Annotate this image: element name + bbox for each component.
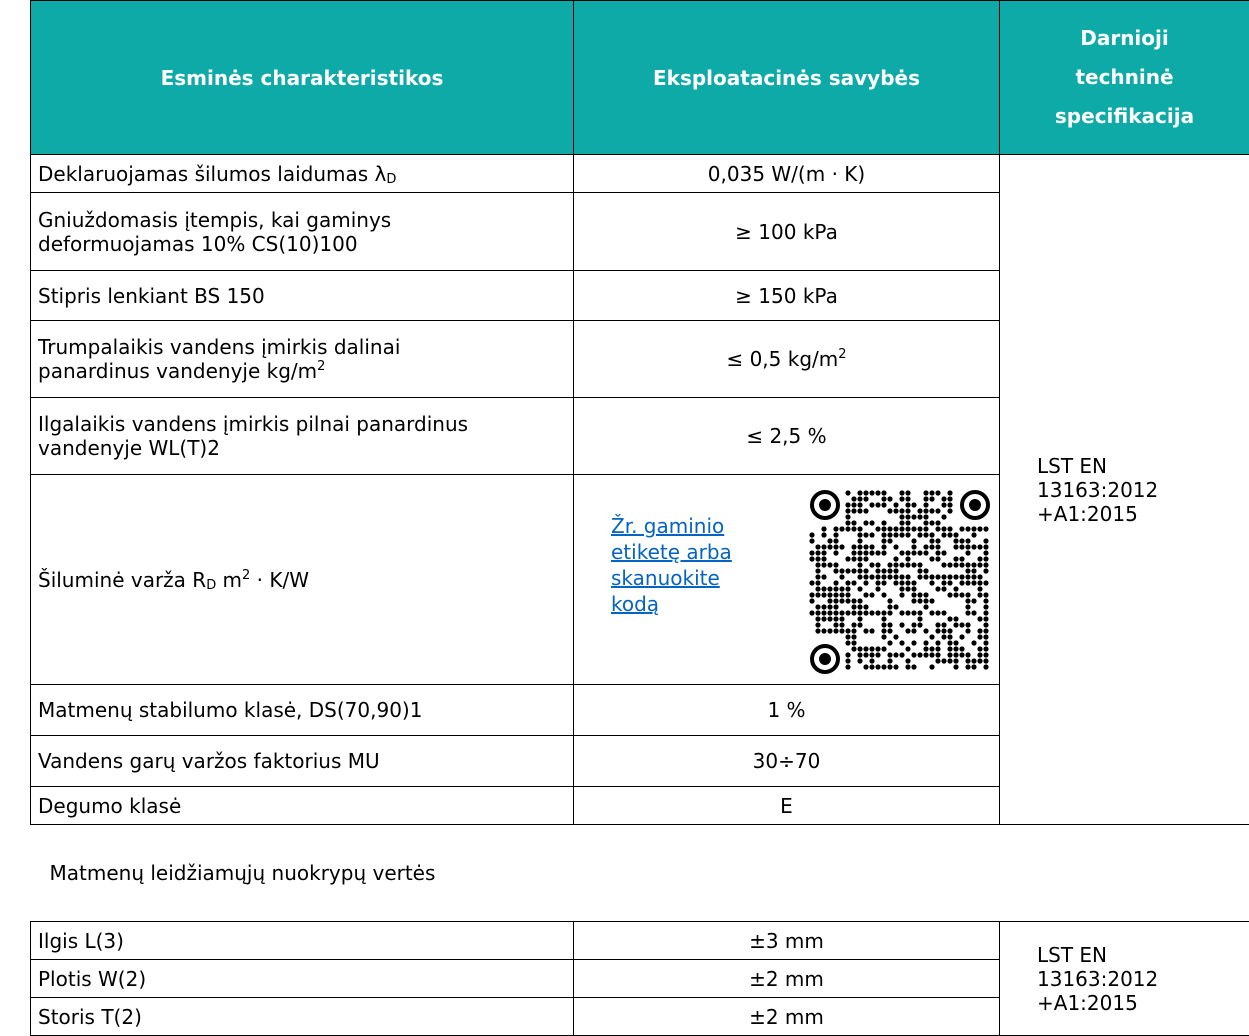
row-label: Šiluminė varža $R_D$ $m^2 \cdot K/W$	[31, 475, 574, 685]
spec-standard: LST EN 13163:2012 +A1:2015	[1000, 155, 1249, 825]
row-value: ≤ 0,5 $kg/m^2$	[574, 321, 1000, 398]
dimension-tolerance-note: Matmenų leidžiamųjų nuokrypų vertės	[31, 825, 1249, 922]
row-label: Stipris lenkiant BS 150	[31, 271, 574, 321]
row-label: Deklaruojamas šilumos laidumas $\lambda_D$	[31, 155, 574, 193]
row-label: Gniuždomasis įtempis, kai gaminys deformuojamas 10% CS(10)100	[31, 193, 574, 271]
spec-standard: LST EN 13163:2012 +A1:2015	[1000, 922, 1249, 1036]
row-label: Ilgalaikis vandens įmirkis pilnai panardinus vandenyje WL(T)2	[31, 398, 574, 475]
row-value: 1 %	[574, 685, 1000, 736]
row-value: ≥ 150 kPa	[574, 271, 1000, 321]
row-label: Storis T(2)	[31, 998, 574, 1036]
row-label: Ilgis L(3)	[31, 922, 574, 960]
header-specification: Darnioji techninė specifikacija	[1000, 1, 1249, 155]
table-row	[31, 155, 1249, 193]
table-row	[31, 922, 1249, 960]
row-value	[574, 475, 1000, 685]
row-value: ±2 mm	[574, 998, 1000, 1036]
row-label: Trumpalaikis vandens įmirkis dalinai panardinus vandenyje $kg/m^2$	[31, 321, 574, 398]
qr-finder-bottom-left	[812, 646, 838, 672]
row-label: Plotis W(2)	[31, 960, 574, 998]
row-value: ≥ 100 kPa	[574, 193, 1000, 271]
row-value: E	[574, 787, 1000, 825]
qr-finder-top-right	[962, 492, 988, 518]
qr-finder-top-left	[812, 492, 838, 518]
row-label: Degumo klasė	[31, 787, 574, 825]
row-value: 30÷70	[574, 736, 1000, 787]
row-value: 0,035 W/(m · K)	[574, 155, 1000, 193]
row-value: ≤ 2,5 %	[574, 398, 1000, 475]
header-performance: Eksploatacinės savybės	[574, 1, 1000, 155]
row-value: ±2 mm	[574, 960, 1000, 998]
row-label: Vandens garų varžos faktorius MU	[31, 736, 574, 787]
row-value: ±3 mm	[574, 922, 1000, 960]
header-characteristics: Esminės charakteristikos	[31, 1, 574, 155]
performance-table	[30, 0, 1249, 1036]
qr-code-icon[interactable]	[809, 489, 991, 675]
note-row	[31, 825, 1249, 922]
product-label-link[interactable]: Žr. gaminio etiketę arba skanuokite kodą	[611, 513, 771, 617]
header-row	[31, 1, 1249, 155]
row-label: Matmenų stabilumo klasė, DS(70,90)1	[31, 685, 574, 736]
